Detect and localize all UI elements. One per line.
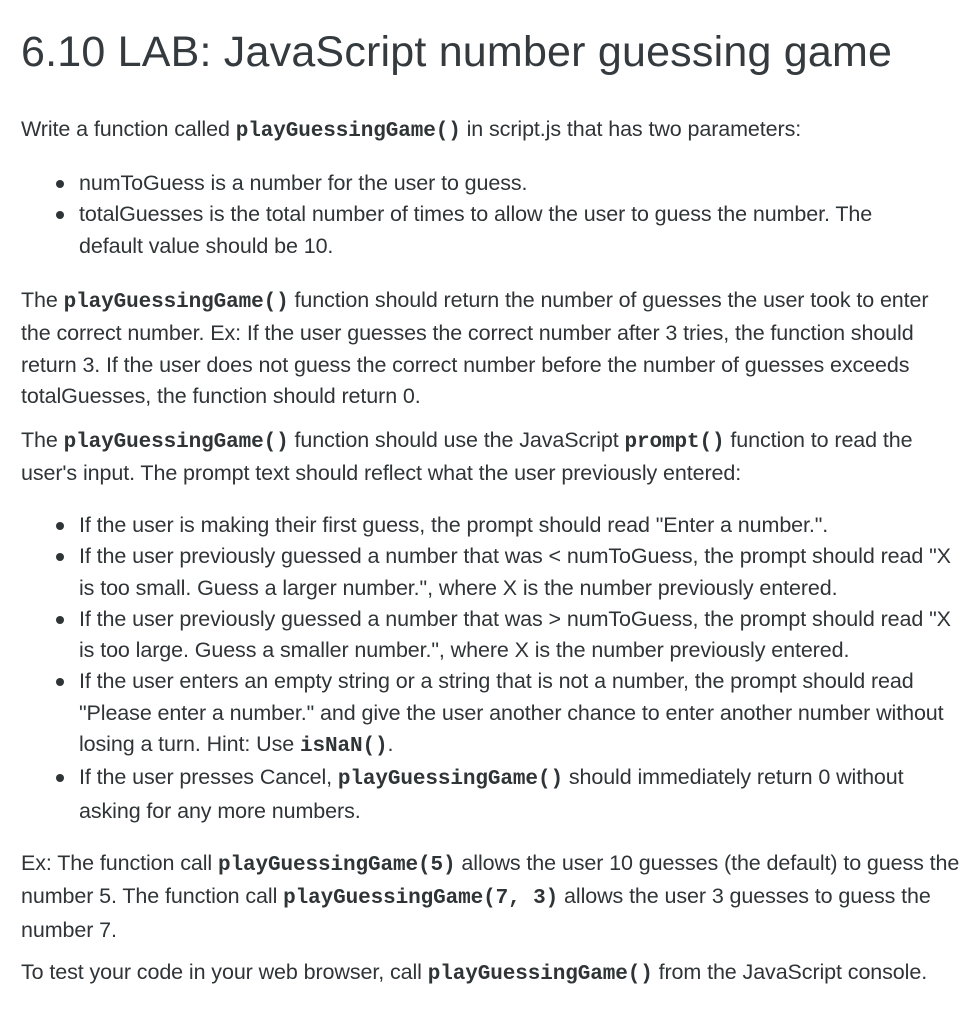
intro-function-code: playGuessingGame()	[235, 120, 461, 143]
test-text-after: from the JavaScript console.	[652, 960, 928, 984]
list-item: numToGuess is a number for the user to guess.	[21, 168, 926, 199]
prompt-text-middle: function should use the JavaScript	[288, 428, 625, 452]
list-item	[21, 604, 966, 667]
rule-text: If the user presses Cancel,	[79, 765, 338, 790]
return-text-before: The	[21, 288, 64, 312]
example-paragraph	[21, 848, 961, 946]
prompt-builtin-code: prompt()	[624, 431, 725, 454]
test-function-code: playGuessingGame()	[427, 963, 653, 986]
rule-text-after: .	[387, 732, 394, 757]
list-item	[21, 510, 966, 541]
example-text-2: allows the user 10 guesses (the default) to guess the number 5. The function call	[21, 851, 960, 909]
example-text-3: allows the user 3 guesses to guess the number 7.	[21, 884, 931, 942]
test-paragraph	[21, 957, 961, 990]
return-text-after: function should return the number of guesses the user took to enter the correct number. Ex: If the user guesses the correct number after 3 tries, the function should return 3. If the user does not guess the correct number before the number of guesses exceeds totalGuesses, the function should return 0.	[21, 288, 929, 408]
return-paragraph	[21, 285, 961, 412]
list-item	[21, 541, 966, 604]
test-text-before: To test your code in your web browser, call	[21, 960, 428, 984]
example-call-code-2: playGuessingGame(7, 3)	[283, 887, 559, 911]
isnan-code: isNaN()	[299, 735, 388, 759]
intro-paragraph	[21, 114, 961, 147]
rule-text: If the user previously guessed a number that was > numToGuess, the prompt should read "X is too large. Guess a smaller number.", where X is the number previously entered.	[79, 606, 951, 663]
list-item: totalGuesses is the total number of times to allow the user to guess the number. The default value should be 10.	[21, 199, 926, 262]
rule-text: If the user previously guessed a number that was < numToGuess, the prompt should read "X is too small. Guess a larger number.", where X is the number previously entered.	[79, 544, 951, 600]
prompt-paragraph	[21, 425, 961, 490]
intro-text-before: Write a function called	[21, 117, 236, 141]
parameters-list	[21, 168, 926, 262]
prompt-text-after: function to read the user's input. The prompt text should reflect what the user previously entered:	[21, 428, 913, 486]
return-function-code: playGuessingGame()	[63, 291, 289, 314]
rule-text: If the user enters an empty string or a string that is not a number, the prompt should read "Please enter a number." and give the user another chance to enter another number without losing a turn. Hint: Use	[79, 669, 944, 757]
intro-text-after: in script.js that has two parameters:	[460, 117, 802, 141]
prompt-function-code: playGuessingGame()	[63, 431, 289, 454]
rule-text: If the user is making their first guess, the prompt should read "Enter a number.".	[79, 513, 829, 537]
list-item	[21, 666, 966, 762]
rule-text-after: should immediately return 0 without asking for any more numbers.	[79, 765, 904, 823]
example-call-code-1: playGuessingGame(5)	[217, 854, 456, 877]
list-item	[21, 762, 966, 827]
prompt-rules-list	[21, 510, 966, 827]
page-title: 6.10 LAB: JavaScript number guessing game	[21, 28, 893, 76]
cancel-function-code: playGuessingGame()	[337, 768, 563, 792]
prompt-text-before: The	[21, 428, 64, 452]
example-text-1: Ex: The function call	[21, 851, 218, 875]
